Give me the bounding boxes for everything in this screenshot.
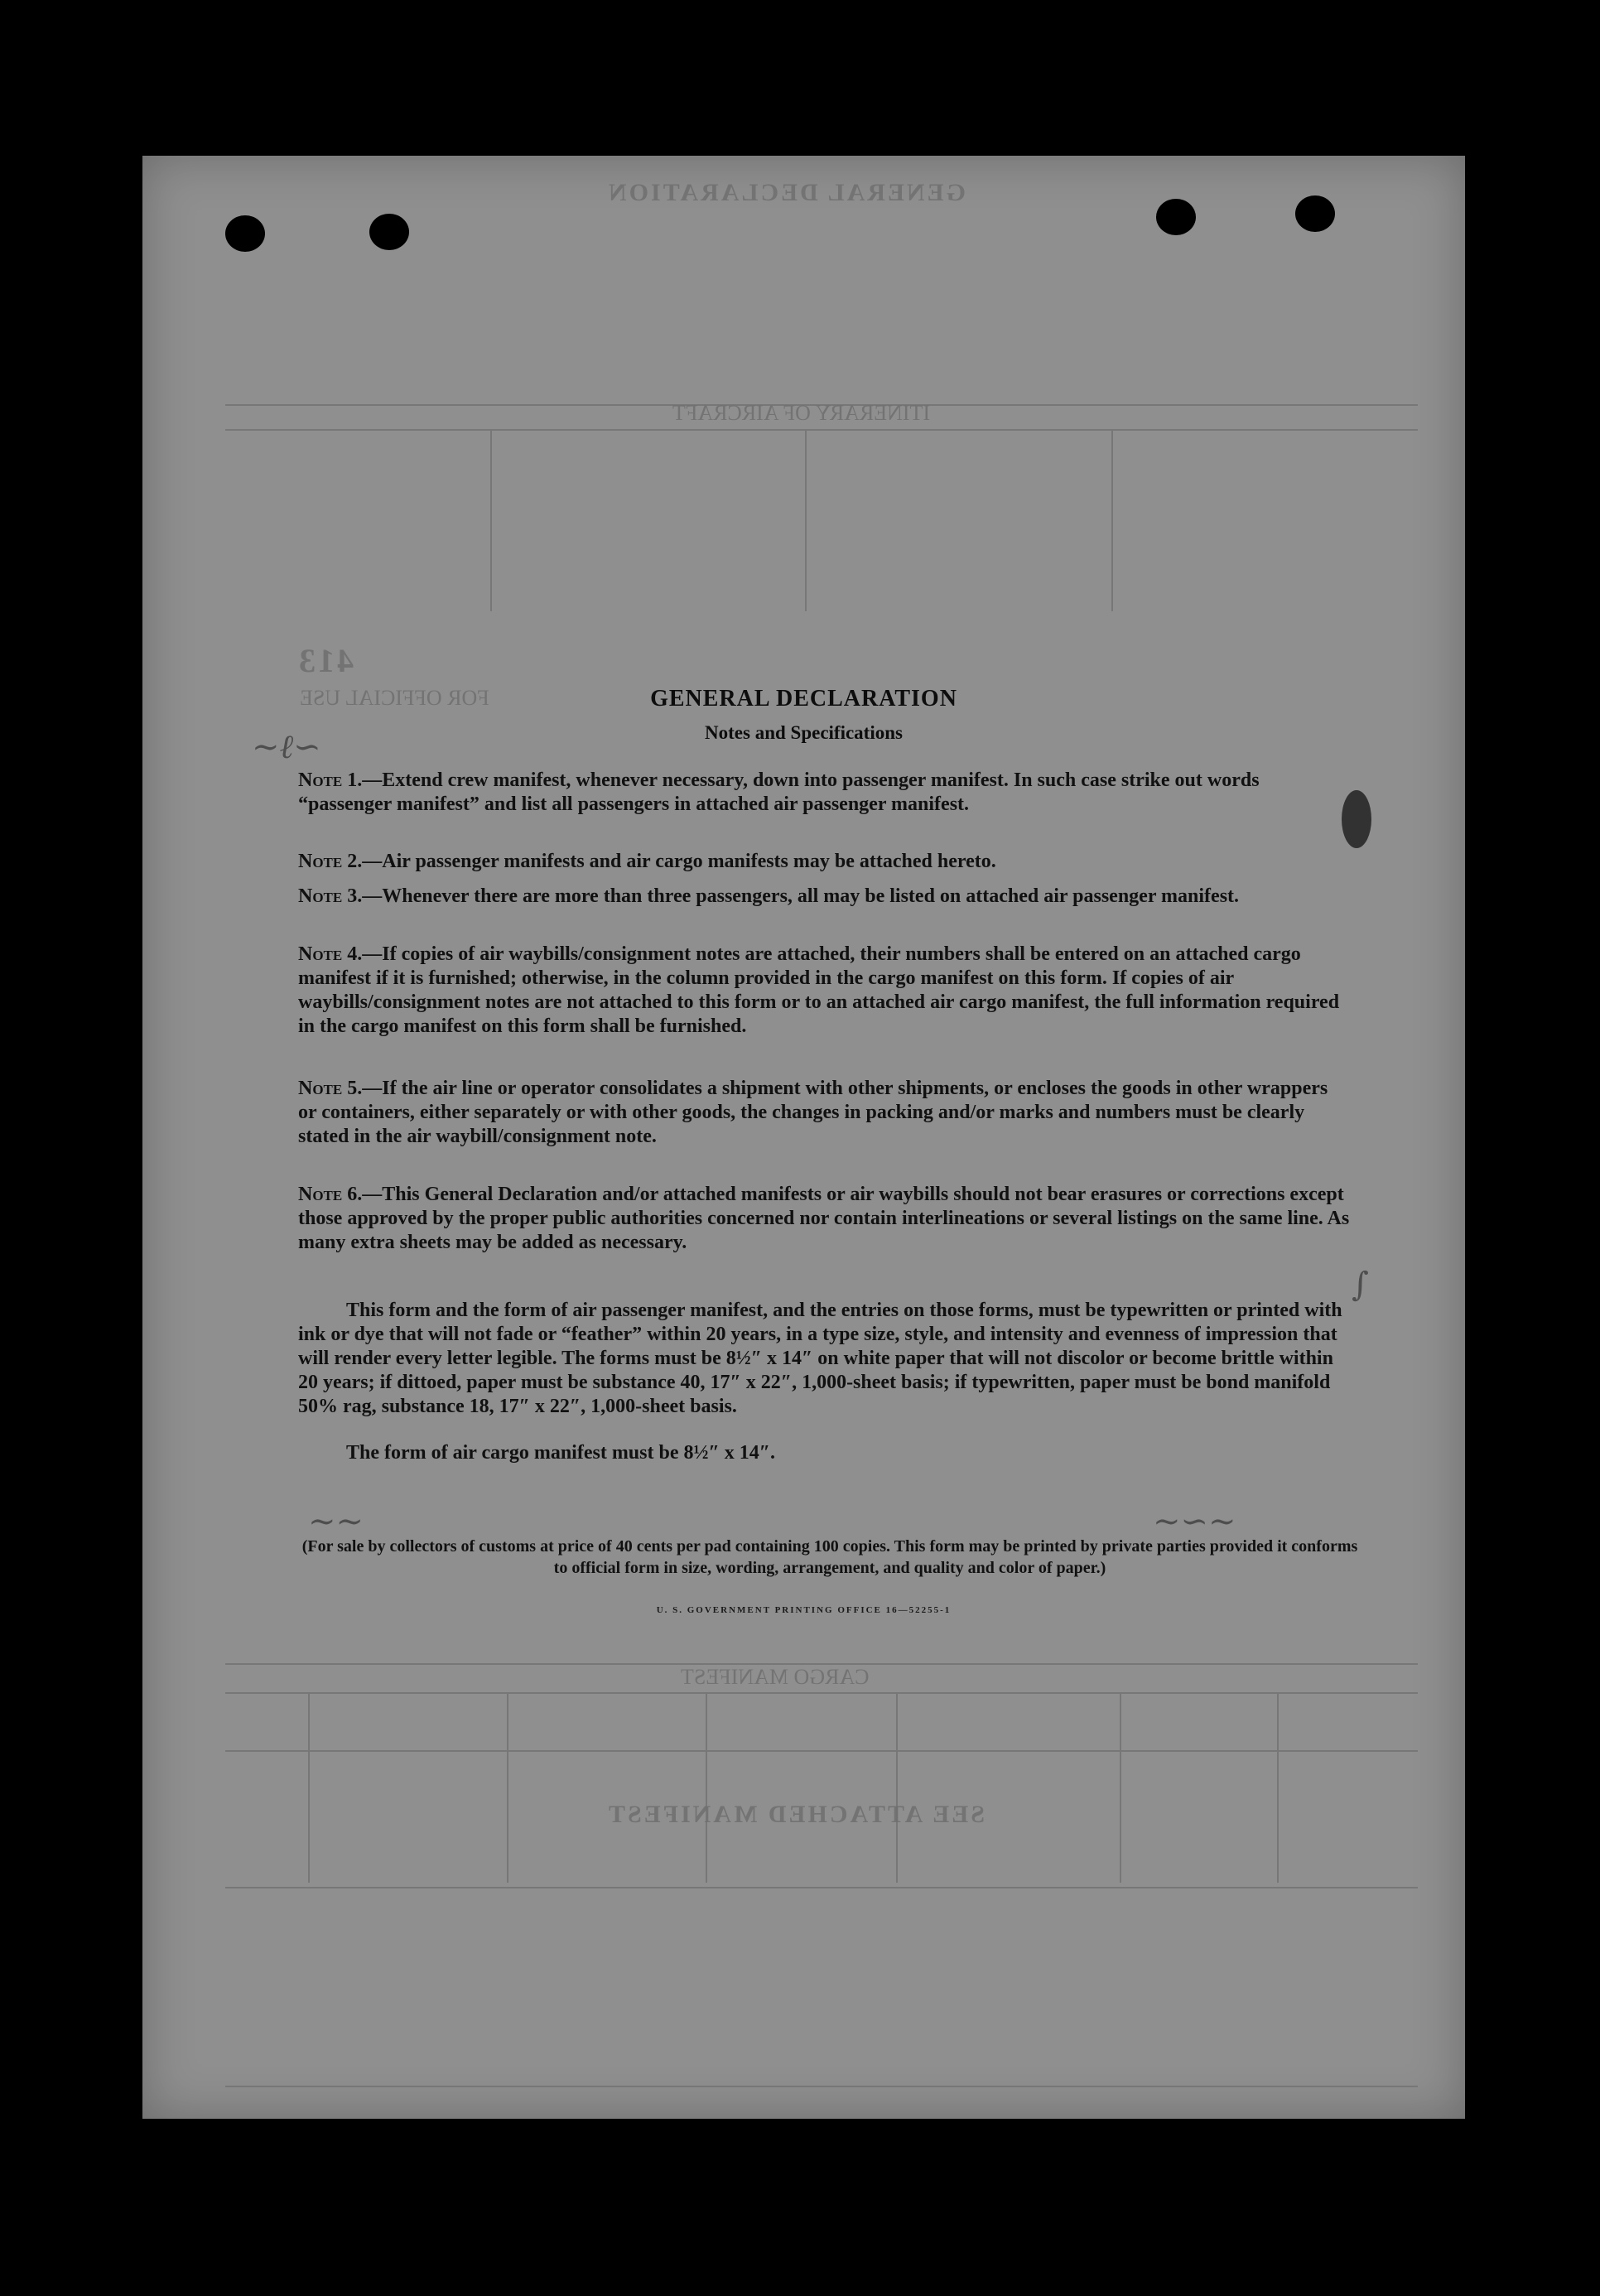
note-text: —Extend crew manifest, whenever necessary, down into passenger manifest. In such case strike out words “passenger manifest” and list all passengers in attached air passenger manifest. bbox=[298, 769, 1260, 815]
bleed-through-rule bbox=[225, 1692, 1418, 1694]
bleed-through-rule bbox=[706, 1692, 707, 1883]
handwritten-mark: ∫ bbox=[1352, 1266, 1369, 1304]
note-text: —If the air line or operator consolidates a shipment with other shipments, or encloses the goods in other wrappers or containers, either separately or with other goods, the changes in packing and/or marks and numbers must be clearly stated in the air waybill/consignment note. bbox=[298, 1078, 1328, 1147]
bleed-through-title: GENERAL DECLARATION bbox=[606, 179, 966, 206]
document-page bbox=[142, 156, 1465, 2119]
sale-note: (For sale by collectors of customs at price of 40 cents per pad containing 100 copies. This form may be printed by private parties provided it conforms to official form in size, wording, arrangement, and quality and color of paper.) bbox=[301, 1537, 1358, 1577]
paper-specification-paragraph: This form and the form of air passenger manifest, and the entries on those forms, must be typewritten or printed with ink or dye that will not fade or “feather” within 20 years, in a type size, style, and intensity and evenness of impression that will render every letter legible. The forms must be 8½″ x 14″ on white paper that will not discolor or become brittle within 20 years; if dittoed, paper must be substance 40, 17″ x 22″, 1,000-sheet basis; if typewritten, paper must be bond manifold 50% rag, substance 18, 17″ x 22″, 1,000-sheet basis. bbox=[298, 1300, 1342, 1417]
note-text: —Whenever there are more than three passengers, all may be listed on attached air passenger manifest. bbox=[362, 885, 1240, 907]
punch-hole bbox=[1295, 195, 1335, 232]
bleed-through-number: 413 bbox=[296, 642, 354, 679]
handwritten-mark: ∼∽∼ bbox=[1153, 1503, 1236, 1541]
punch-hole bbox=[369, 214, 409, 250]
handwritten-mark: ∼ℓ∽ bbox=[252, 728, 321, 766]
note-label: Note 3. bbox=[298, 885, 363, 907]
punch-hole bbox=[225, 215, 265, 252]
bleed-through-rule bbox=[308, 1692, 310, 1883]
bleed-through-attached: SEE ATTACHED MANIFEST bbox=[606, 1801, 985, 1828]
bleed-through-rule bbox=[1111, 429, 1113, 611]
bleed-through-rule bbox=[896, 1692, 898, 1883]
bleed-through-rule bbox=[225, 1887, 1418, 1888]
note-label: Note 6. bbox=[298, 1184, 363, 1205]
bleed-through-rule bbox=[490, 429, 492, 611]
bleed-through-official-use: FOR OFFICIAL USE bbox=[300, 686, 489, 710]
note-5 bbox=[298, 1077, 1350, 1149]
printing-office-line: U. S. GOVERNMENT PRINTING OFFICE 16—52255-1 bbox=[656, 1605, 952, 1615]
bleed-through-rule bbox=[225, 2086, 1418, 2087]
handwritten-mark: ∼∼ bbox=[308, 1503, 364, 1541]
bleed-through-rule bbox=[507, 1692, 508, 1883]
cargo-manifest-size-paragraph: The form of air cargo manifest must be 8½″ x 14″. bbox=[346, 1442, 775, 1464]
note-text: —This General Declaration and/or attached manifests or air waybills should not bear erasures or corrections except those approved by the proper public authorities concerned nor contain interlineations or several listings on the same line. As many extra sheets may be added as necessary. bbox=[298, 1184, 1350, 1253]
note-text: —Air passenger manifests and air cargo manifests may be attached hereto. bbox=[362, 851, 996, 872]
bleed-through-rule bbox=[225, 1750, 1418, 1752]
bleed-through-itinerary: ITINERARY OF AIRCRAFT bbox=[672, 401, 931, 425]
note-label: Note 4. bbox=[298, 943, 363, 965]
note-label: Note 1. bbox=[298, 769, 363, 791]
bleed-through-rule bbox=[1120, 1692, 1121, 1883]
bleed-through-rule bbox=[1277, 1692, 1279, 1883]
note-label: Note 5. bbox=[298, 1078, 363, 1099]
bleed-through-rule bbox=[805, 429, 807, 611]
bleed-through-rule bbox=[225, 429, 1418, 431]
page-subtitle: Notes and Specifications bbox=[705, 722, 903, 743]
note-1 bbox=[298, 769, 1350, 817]
note-2 bbox=[298, 850, 1350, 874]
bleed-through-cargo-manifest: CARGO MANIFEST bbox=[681, 1665, 870, 1689]
punch-hole bbox=[1156, 199, 1196, 235]
note-text: —If copies of air waybills/consignment notes are attached, their numbers shall be entered on an attached cargo manifest if it is furnished; otherwise, in the column provided in the cargo manifest on this form. If copies of air waybills/consignment notes are not attached to this form or to an attached air cargo manifest, the full information required in the cargo manifest on this form shall be furnished. bbox=[298, 943, 1340, 1037]
note-6 bbox=[298, 1183, 1350, 1255]
note-label: Note 2. bbox=[298, 851, 363, 872]
note-4 bbox=[298, 943, 1350, 1039]
page-title: GENERAL DECLARATION bbox=[650, 686, 957, 711]
note-3 bbox=[298, 885, 1350, 909]
